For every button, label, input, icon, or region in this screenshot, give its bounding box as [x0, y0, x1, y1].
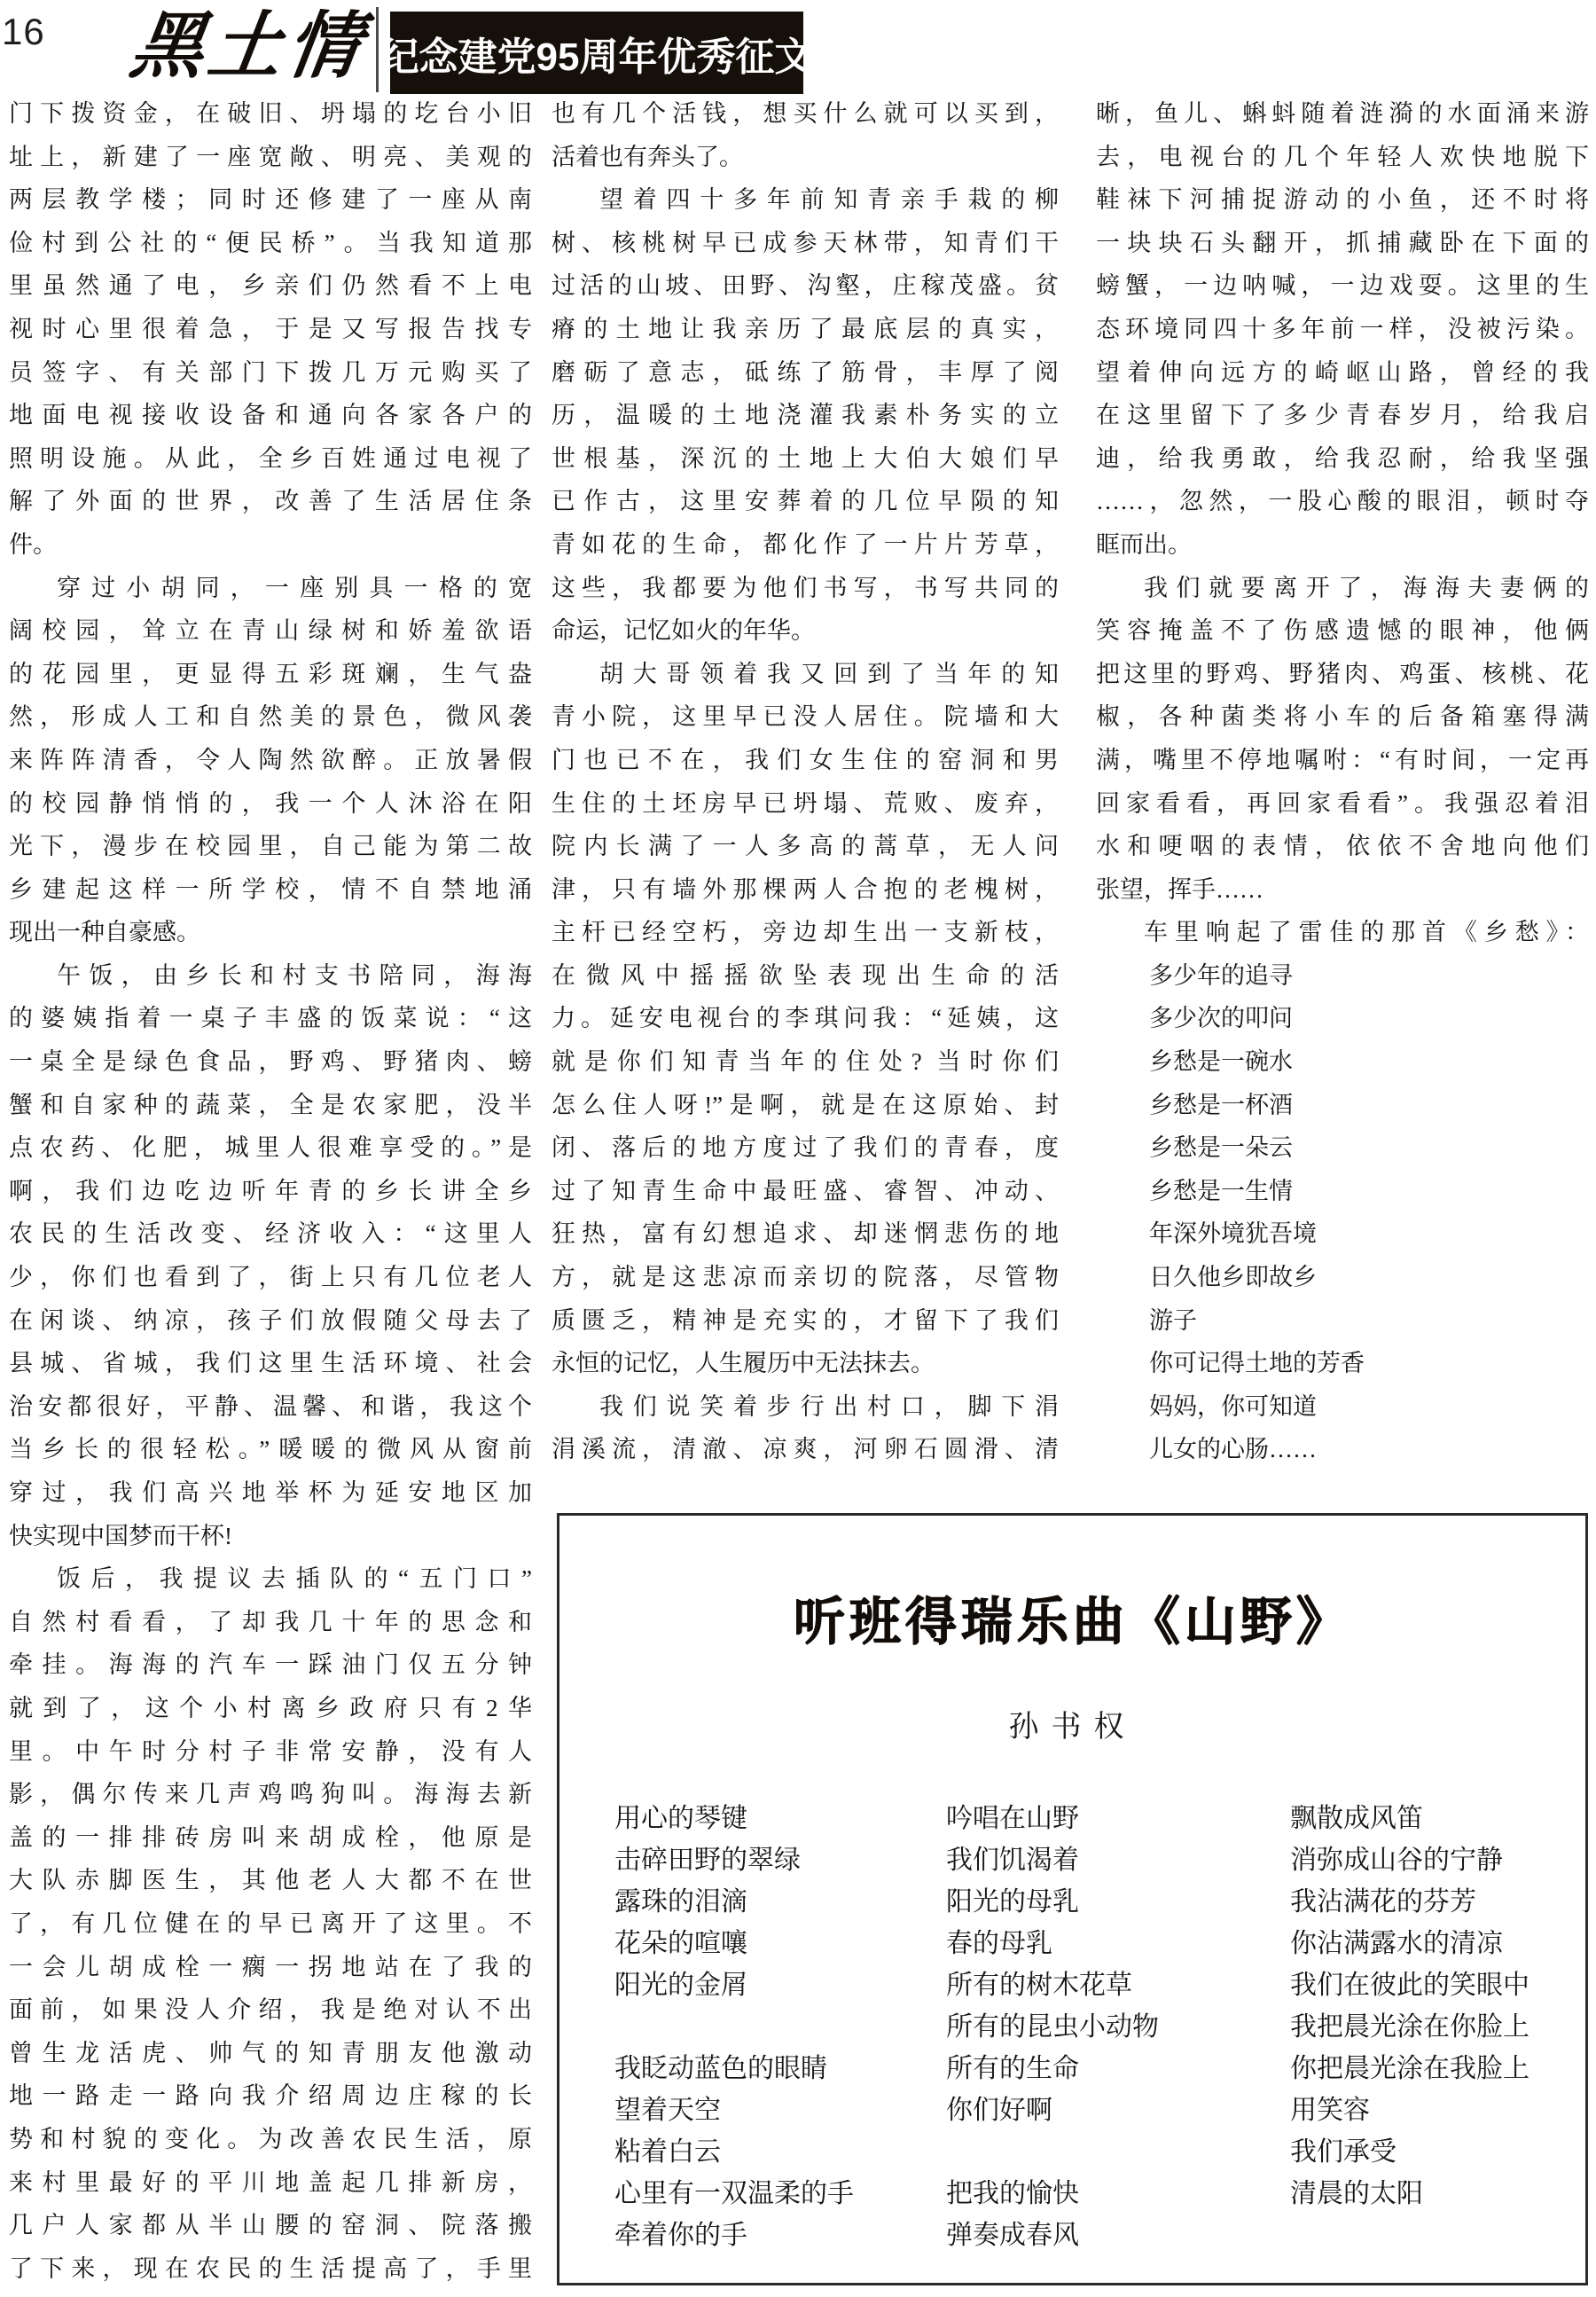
text-line: 少，你们也看到了，街上只有几位老人: [9, 1264, 532, 1291]
text-line: 在这里留下了多少青春岁月，给我启: [1096, 402, 1589, 429]
text-line: 乡愁是一杯酒: [1149, 1091, 1293, 1118]
text-line: 自然村看看，了却我几十年的思念和: [9, 1608, 532, 1635]
text-line: 过活的山坡、田野、沟壑，庄稼茂盛。贫: [552, 272, 1059, 300]
poem-line: 我把晨光涂在你脸上: [1290, 2012, 1530, 2042]
text-line: 历，温暖的土地浇灌我素朴务实的立: [552, 402, 1059, 429]
text-line: 穿过，我们高兴地举杯为延安地区加: [9, 1479, 532, 1506]
text-line: 螃蟹，一边呐喊，一边戏耍。这里的生: [1096, 272, 1589, 300]
poem-line: 用心的琴键: [614, 1804, 747, 1833]
text-line: 院内长满了一人多高的蒿草，无人问: [552, 833, 1059, 860]
text-line: 多少次的叩问: [1149, 1005, 1293, 1032]
text-line: 曾生龙活虎、帅气的知青朋友他激动: [9, 2039, 532, 2066]
text-line: 势和村貌的变化。为改善农民生活，原: [9, 2125, 532, 2152]
poem-line: 消弥成山谷的宁静: [1290, 1846, 1503, 1875]
poem-line: 所有的昆虫小动物: [946, 2012, 1159, 2042]
poem-box: [557, 1513, 1588, 2285]
text-line: 过了知青生命中最旺盛、睿智、冲动、: [552, 1177, 1059, 1204]
text-line: 树、核桃树早已成参天林带，知青们干: [552, 229, 1059, 256]
text-line: 主杆已经空朽，旁边却生出一支新枝，: [552, 919, 1059, 946]
poem-line: 你沾满露水的清凉: [1290, 1929, 1503, 1958]
text-line: 两层教学楼；同时还修建了一座从南: [9, 186, 532, 214]
poem-line: 我们承受: [1290, 2137, 1396, 2167]
text-line: 来村里最好的平川地盖起几排新房，: [9, 2168, 532, 2196]
text-line: 你可记得土地的芳香: [1149, 1350, 1365, 1377]
text-line: 妈妈，你可知道: [1149, 1392, 1317, 1420]
poem-line: 弹奏成春风: [946, 2221, 1079, 2250]
text-line: 俭村到公社的“便民桥”。当我知道那: [9, 229, 532, 256]
text-line: 水和哽咽的表情，依依不舍地向他们: [1096, 833, 1589, 860]
poem-line: 阳光的金屑: [614, 1971, 747, 2000]
text-line: 我们就要离开了，海海夫妻俩的: [1144, 574, 1589, 601]
text-line: 县城、省城，我们这里生活环境、社会: [9, 1350, 532, 1377]
text-line: 的婆姨指着一桌子丰盛的饭菜说：“这: [9, 1005, 532, 1032]
masthead-logo: 黑土情: [125, 4, 372, 89]
text-line: 乡愁是一朵云: [1149, 1134, 1293, 1162]
article-column-1: [9, 92, 532, 2290]
poem-line: 阳光的母乳: [946, 1887, 1079, 1917]
text-line: 笑容掩盖不了伤感遗憾的眼神，他俩: [1096, 617, 1589, 645]
text-line: 里虽然通了电，乡亲们仍然看不上电: [9, 272, 532, 300]
poem-line: 我们饥渴着: [946, 1846, 1079, 1875]
text-line: 现出一种自豪感。: [9, 919, 200, 946]
text-line: 址上，新建了一座宽敞、明亮、美观的: [9, 143, 532, 170]
text-line: 饭后，我提议去插队的“五门口”: [57, 1565, 532, 1593]
text-line: 了下来，现在农民的生活提高了，手里: [9, 2254, 532, 2282]
text-line: 就是你们知青当年的住处? 当时你们: [552, 1048, 1059, 1076]
text-line: 一块块石头翻开，抓捕藏卧在下面的: [1096, 229, 1589, 256]
text-line: 胡大哥领着我又回到了当年的知: [599, 660, 1059, 687]
text-line: 车里响起了雷佳的那首《乡愁》：: [1144, 919, 1589, 946]
text-line: 门也已不在，我们女生住的窑洞和男: [552, 746, 1059, 773]
text-line: 午饭，由乡长和村支书陪同，海海: [57, 961, 532, 989]
text-line: 力。延安电视台的李琪问我：“延姨，这: [552, 1005, 1059, 1032]
text-line: 影，偶尔传来几声鸡鸣狗叫。海海去新: [9, 1781, 532, 1808]
poem-line: 所有的生命: [946, 2054, 1079, 2083]
text-line: 鞋袜下河捕捉游动的小鱼，还不时将: [1096, 186, 1589, 214]
text-line: 然，形成人工和自然美的景色，微风袭: [9, 703, 532, 731]
poem-line: 飘散成风笛: [1290, 1804, 1423, 1833]
poem-line: 把我的愉快: [946, 2179, 1079, 2208]
text-line: 质匮乏，精神是充实的，才留下了我们: [552, 1306, 1059, 1334]
header-divider: [376, 7, 379, 92]
text-line: 永恒的记忆，人生履历中无法抹去。: [552, 1350, 935, 1377]
text-line: 光下，漫步在校园里，自己能为第二故: [9, 833, 532, 860]
poem-line: [946, 2131, 1159, 2173]
poem-line: 吟唱在山野: [946, 1804, 1079, 1833]
poem-line: 我眨动蓝色的眼睛: [614, 2054, 827, 2083]
poem-line: 击碎田野的翠绿: [614, 1846, 801, 1875]
text-line: 回家看看，再回家看看”。我强忍着泪: [1096, 789, 1589, 817]
text-line: 方，就是这悲凉而亲切的院落，尽管物: [552, 1264, 1059, 1291]
text-line: 快实现中国梦而干杯!: [9, 1522, 232, 1549]
text-line: 迪，给我勇敢，给我忍耐，给我坚强: [1096, 444, 1589, 472]
banner-title: 纪念建党95周年优秀征文: [390, 12, 803, 94]
text-line: 地一路走一路向我介绍周边庄稼的长: [9, 2082, 532, 2110]
text-line: 命运，记忆如火的年华。: [552, 617, 815, 645]
text-line: 态环境同四十多年前一样，没被污染。: [1096, 315, 1589, 342]
text-line: 满，嘴里不停地嘱咐：“有时间，一定再: [1096, 746, 1589, 773]
poem-line: 我们在彼此的笑眼中: [1290, 1971, 1530, 2000]
text-line: 照明设施。从此，全乡百姓通过电视了: [9, 444, 532, 472]
poem-line: 我沾满花的芬芳: [1290, 1887, 1476, 1917]
text-line: 眶而出。: [1096, 530, 1192, 558]
text-line: 日久他乡即故乡: [1149, 1264, 1317, 1291]
text-line: 张望，挥手……: [1096, 875, 1264, 903]
article-column-2: [552, 92, 1059, 1471]
poem-line: 春的母乳: [946, 1929, 1052, 1958]
text-line: 把这里的野鸡、野猪肉、鸡蛋、核桃、花: [1096, 660, 1589, 687]
text-line: 里。中午时分村子非常安静，没有人: [9, 1737, 532, 1765]
poem-line: 粘着白云: [614, 2137, 721, 2167]
text-line: 多少年的追寻: [1149, 961, 1293, 989]
text-line: 在微风中摇摇欲坠表现出生命的活: [552, 961, 1059, 989]
text-line: 牵挂。海海的汽车一踩油门仅五分钟: [9, 1651, 532, 1679]
text-line: 青如花的生命，都化作了一片片芳草，: [552, 530, 1059, 558]
text-line: 的花园里，更显得五彩斑斓，生气盎: [9, 660, 532, 687]
text-line: 在闲谈、纳凉，孩子们放假随父母去了: [9, 1306, 532, 1334]
text-line: 就到了，这个小村离乡政府只有2华: [9, 1694, 532, 1721]
text-line: 闭、落后的地方度过了我们的青春，度: [552, 1134, 1059, 1162]
poem-column-2: [946, 1798, 1159, 2256]
text-line: 涓溪流，清澈、凉爽，河卵石圆滑、清: [552, 1436, 1059, 1463]
text-line: 视时心里很着急，于是又写报告找专: [9, 315, 532, 342]
text-line: 几户人家都从半山腰的窑洞、院落搬: [9, 2212, 532, 2239]
poem-line: [614, 2006, 854, 2048]
text-line: 阔校园，耸立在青山绿树和娇羞欲语: [9, 617, 532, 645]
text-line: 农民的生活改变、经济收入：“这里人: [9, 1220, 532, 1248]
page-number: 16: [2, 11, 45, 52]
text-line: 已作古，这里安葬着的几位早陨的知: [552, 488, 1059, 515]
text-line: 世根基，深沉的土地上大伯大娘们早: [552, 444, 1059, 472]
text-line: 望着四十多年前知青亲手栽的柳: [599, 186, 1059, 214]
text-line: 面前，如果没人介绍，我是绝对认不出: [9, 1996, 532, 2024]
text-line: 啊，我们边吃边听年青的乡长讲全乡: [9, 1177, 532, 1204]
text-line: 当乡长的很轻松。”暖暖的微风从窗前: [9, 1436, 532, 1463]
text-line: 生住的土坯房早已坍塌、荒败、废弃，: [552, 789, 1059, 817]
text-line: 游子: [1149, 1306, 1197, 1334]
text-line: 一桌全是绿色食品，野鸡、野猪肉、螃: [9, 1048, 532, 1076]
text-line: 去，电视台的几个年轻人欢快地脱下: [1096, 143, 1589, 170]
text-line: 解了外面的世界，改善了生活居住条: [9, 488, 532, 515]
poem-line: 用笑容: [1290, 2096, 1370, 2125]
text-line: 门下拨资金，在破旧、坍塌的圪台小旧: [9, 100, 532, 127]
text-line: 椒，各种菌类将小车的后备箱塞得满: [1096, 703, 1589, 731]
text-line: 晰，鱼儿、蝌蚪随着涟漪的水面涌来游: [1096, 100, 1589, 127]
poem-column-3: [1290, 1798, 1530, 2256]
text-line: 乡建起这样一所学校，情不自禁地涌: [9, 875, 532, 903]
text-line: 年深外境犹吾境: [1149, 1220, 1317, 1248]
text-line: 也有几个活钱，想买什么就可以买到，: [552, 100, 1059, 127]
text-line: 瘠的土地让我亲历了最底层的真实，: [552, 315, 1059, 342]
text-line: 活着也有奔头了。: [552, 143, 743, 170]
text-line: 的校园静悄悄的，我一个人沐浴在阳: [9, 789, 532, 817]
text-line: 一会儿胡成栓一瘸一拐地站在了我的: [9, 1953, 532, 1980]
text-line: 员签字、有关部门下拨几万元购买了: [9, 358, 532, 386]
text-line: 来阵阵清香，令人陶然欲醉。正放暑假: [9, 746, 532, 773]
text-line: 狂热，富有幻想追求、却迷惘悲伤的地: [552, 1220, 1059, 1248]
text-line: 望着伸向远方的崎岖山路，曾经的我: [1096, 358, 1589, 386]
text-line: 地面电视接收设备和通向各家各户的: [9, 402, 532, 429]
text-line: 大队赤脚医生，其他老人大都不在世: [9, 1867, 532, 1894]
text-line: 治安都很好，平静、温馨、和谐，我这个: [9, 1392, 532, 1420]
text-line: 我们说笑着步行出村口，脚下涓: [599, 1392, 1059, 1420]
poem-column-1: [614, 1798, 854, 2256]
poem-line: 你把晨光涂在我脸上: [1290, 2054, 1530, 2083]
poem-author: 孙书权: [1008, 1711, 1137, 1744]
text-line: 磨砺了意志，砥练了筋骨，丰厚了阅: [552, 358, 1059, 386]
text-line: 件。: [9, 530, 57, 558]
text-line: 乡愁是一碗水: [1149, 1048, 1293, 1076]
poem-line: 所有的树木花草: [946, 1971, 1132, 2000]
text-line: 穿过小胡同，一座别具一格的宽: [57, 574, 532, 601]
text-line: 怎么住人呀!”是啊，就是在这原始、封: [552, 1091, 1059, 1118]
text-line: ……，忽然，一股心酸的眼泪，顿时夺: [1096, 488, 1589, 515]
text-line: 津，只有墙外那棵两人合抱的老槐树，: [552, 875, 1059, 903]
poem-title: 听班得瑞乐曲《山野》: [793, 1593, 1352, 1650]
poem-line: 心里有一双温柔的手: [614, 2179, 854, 2208]
article-column-3: [1096, 92, 1589, 1471]
text-line: 儿女的心肠……: [1149, 1436, 1317, 1463]
text-line: 蟹和自家种的蔬菜，全是农家肥，没半: [9, 1091, 532, 1118]
text-line: 盖的一排排砖房叫来胡成栓，他原是: [9, 1823, 532, 1851]
text-line: 点农药、化肥，城里人很难享受的。”是: [9, 1134, 532, 1162]
poem-line: 望着天空: [614, 2096, 721, 2125]
poem-line: [1290, 2215, 1530, 2256]
poem-line: 清晨的太阳: [1290, 2179, 1423, 2208]
text-line: 这些，我都要为他们书写，书写共同的: [552, 574, 1059, 601]
poem-line: 花朵的喧嚷: [614, 1929, 747, 1958]
poem-line: 露珠的泪滴: [614, 1887, 747, 1917]
text-line: 乡愁是一生情: [1149, 1177, 1293, 1204]
poem-line: 牵着你的手: [614, 2221, 747, 2250]
poem-line: 你们好啊: [946, 2096, 1052, 2125]
text-line: 青小院，这里早已没人居住。院墙和大: [552, 703, 1059, 731]
text-line: 了，有几位健在的早已离开了这里。不: [9, 1909, 532, 1937]
